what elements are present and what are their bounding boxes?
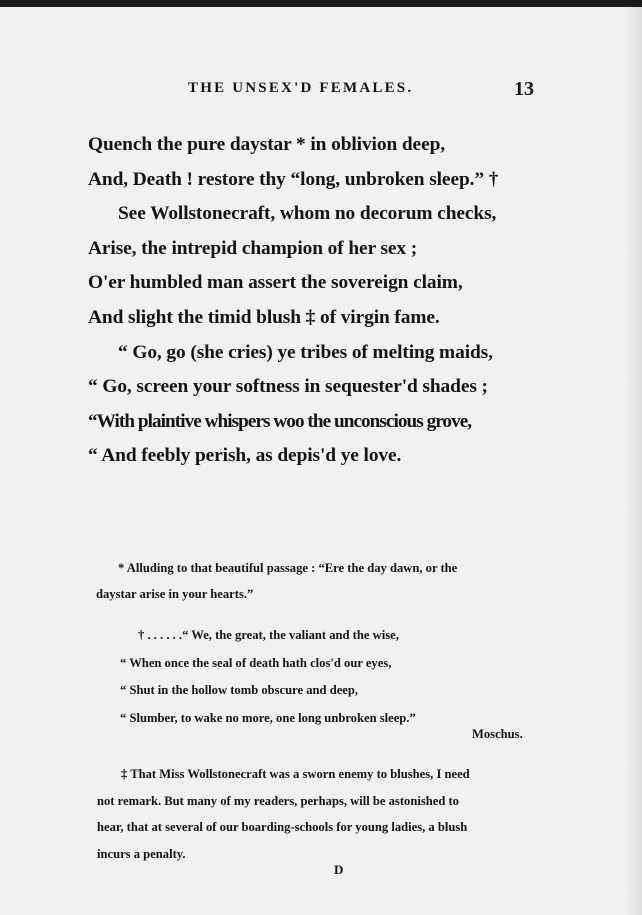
- footnote-line: incurs a penalty.: [97, 846, 186, 861]
- verse-line: “With plaintive whispers woo the unconscious grove,: [88, 410, 472, 432]
- page-header: [0, 78, 642, 102]
- verse-line: “ Go, go (she cries) ye tribes of melting maids,: [118, 341, 493, 363]
- verse-line: “ Go, screen your softness in sequester'd shades ;: [88, 376, 488, 398]
- footnote-line: daystar arise in your hearts.”: [96, 587, 254, 601]
- quote-line: “ Shut in the hollow tomb obscure and deep,: [120, 683, 359, 697]
- verse-line: Arise, the intrepid champion of her sex ;: [88, 237, 418, 259]
- running-title: THE UNSEX'D FEMALES.: [188, 80, 414, 96]
- quote-attribution: Moschus.: [472, 727, 523, 741]
- signature-mark: D: [334, 862, 344, 877]
- quote-line: “ Slumber, to wake no more, one long unbroken sleep.”: [120, 710, 416, 725]
- verse-line: “ And feebly perish, as depis'd ye love.: [88, 445, 402, 467]
- verse-line: See Wollstonecraft, whom no decorum checks,: [118, 203, 497, 225]
- verse-line: Quench the pure daystar * in oblivion deep,: [88, 134, 446, 155]
- page-edge-shadow: [624, 0, 642, 915]
- verse-line: And, Death ! restore thy “long, unbroken sleep.” †: [88, 168, 499, 190]
- quote-line: “ When once the seal of death hath clos'd our eyes,: [120, 655, 392, 670]
- quote-line: † . . . . . .“ We, the great, the valiant and the wise,: [138, 628, 399, 642]
- footnote-line: * Alluding to that beautiful passage : “Ere the day dawn, or the: [118, 561, 458, 575]
- scan-top-edge: [0, 0, 642, 7]
- footnote-line: not remark. But many of my readers, perhaps, will be astonished to: [97, 793, 459, 808]
- footnote-line: hear, that at several of our boarding-schools for young ladies, a blush: [97, 820, 468, 834]
- poem-body: [88, 128, 538, 474]
- footnote-double-dagger: [97, 761, 537, 867]
- verse-line: O'er humbled man assert the sovereign claim,: [88, 272, 463, 294]
- verse-line: And slight the timid blush ‡ of virgin fame.: [88, 306, 440, 328]
- page-number: 13: [514, 78, 534, 100]
- footnote-dagger-quote: [120, 622, 540, 732]
- footnote-star: [96, 555, 536, 607]
- footnote-line: ‡ That Miss Wollstonecraft was a sworn enemy to blushes, I need: [121, 767, 470, 781]
